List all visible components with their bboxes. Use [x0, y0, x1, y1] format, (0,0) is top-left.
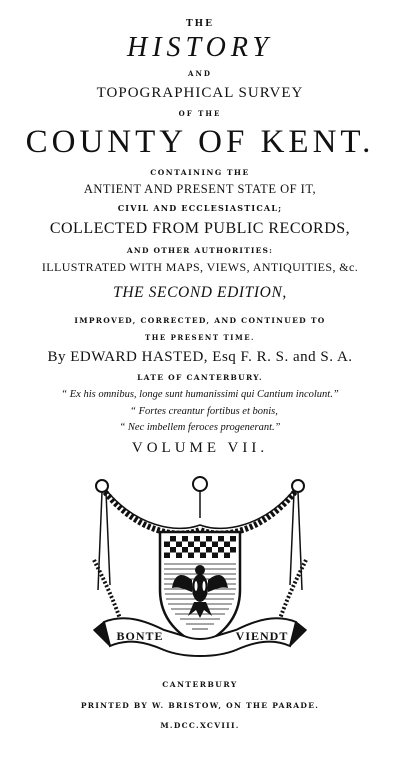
heading-of-the: OF THE: [178, 109, 222, 118]
late-of-line: LATE OF CANTERBURY.: [137, 373, 263, 382]
epigraph-line-1: “ Ex his omnibus, longe sunt humanissimi qui Cantium incolunt.”: [61, 389, 339, 400]
heading-and: AND: [188, 69, 212, 78]
heading-county-of-kent: COUNTY OF KENT.: [25, 124, 375, 160]
heading-the: THE: [185, 19, 215, 29]
subheading-collected: COLLECTED FROM PUBLIC RECORDS,: [49, 220, 351, 237]
epigraph-line-2: “ Fortes creantur fortibus et bonis,: [130, 406, 278, 417]
subheading-illustrated: ILLUSTRATED WITH MAPS, VIEWS, ANTIQUITIES, &c.: [41, 260, 359, 274]
author-line: By EDWARD HASTED, Esq F. R. S. and S. A.: [47, 349, 353, 365]
imprint-place: CANTERBURY: [162, 680, 238, 689]
heraldic-emblem-icon: [84, 470, 316, 670]
imprint-year: M.DCC.XCVIII.: [160, 721, 240, 730]
imprint-printer: PRINTED BY W. BRISTOW, ON THE PARADE.: [80, 701, 320, 710]
motto-left-text: BONTE: [116, 629, 164, 643]
edition-line: THE SECOND EDITION,: [113, 284, 287, 301]
heading-topographical-survey: TOPOGRAPHICAL SURVEY: [96, 85, 304, 101]
subheading-containing: CONTAINING THE: [150, 168, 250, 177]
motto-right-text: VIENDT: [235, 629, 289, 643]
heading-history: HISTORY: [126, 32, 273, 63]
improved-line: IMPROVED, CORRECTED, AND CONTINUED TO: [74, 316, 326, 325]
subheading-civil: CIVIL AND ECCLESIASTICAL;: [117, 203, 283, 213]
subheading-antient: ANTIENT AND PRESENT STATE OF IT,: [83, 182, 317, 196]
subheading-other-authorities: AND OTHER AUTHORITIES:: [126, 246, 274, 255]
volume-label: VOLUME VII.: [131, 440, 269, 456]
epigraph-line-3: “ Nec imbellem feroces progenerant.”: [119, 422, 281, 433]
present-time-line: THE PRESENT TIME.: [145, 333, 255, 342]
